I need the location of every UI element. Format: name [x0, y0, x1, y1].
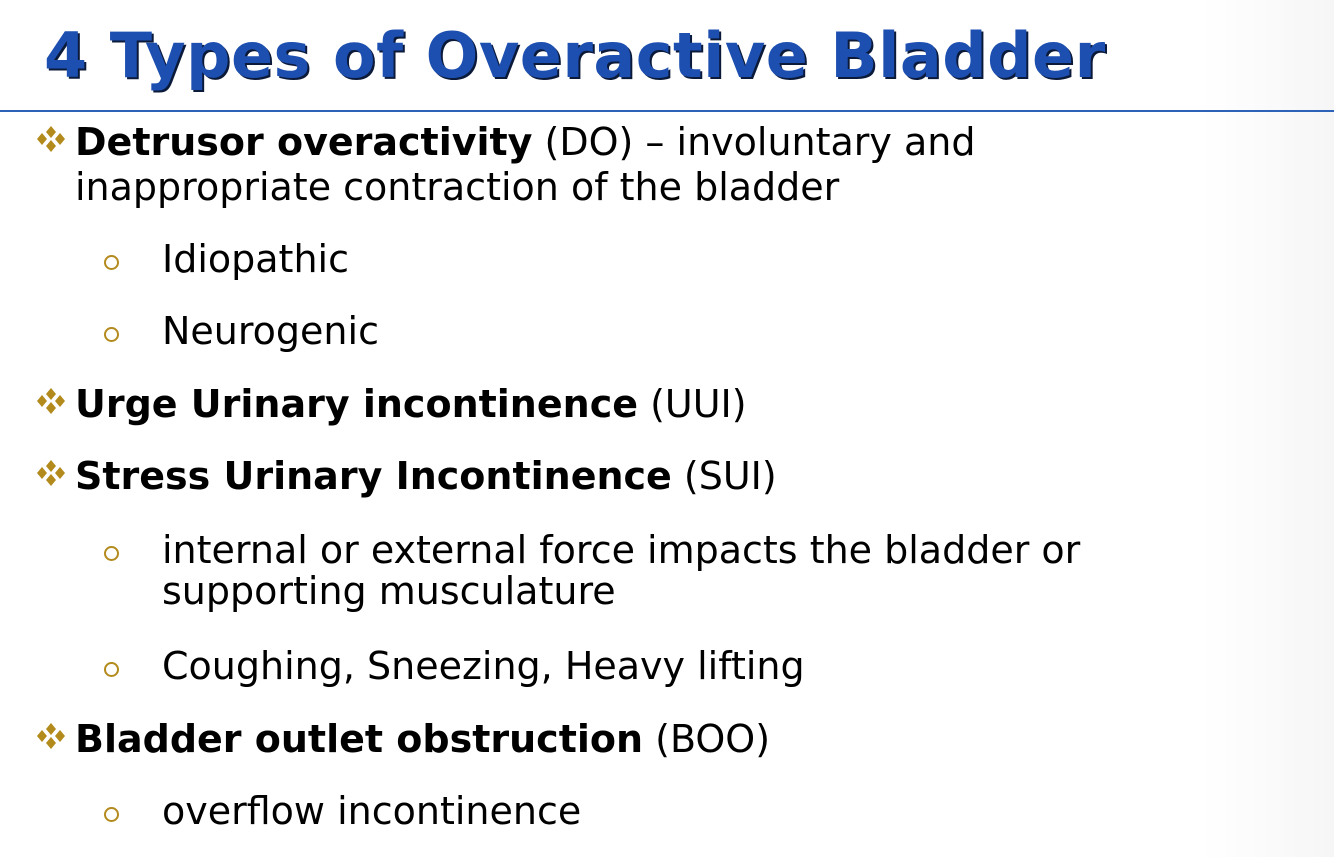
bullet-text	[75, 717, 770, 762]
bullet-text	[75, 120, 975, 210]
bullet-abbreviation: (SUI)	[671, 454, 777, 498]
hollow-circle-icon	[104, 255, 119, 270]
sub-item-text: Coughing, Sneezing, Heavy lifting	[162, 644, 805, 688]
sub-item-text	[162, 528, 1080, 614]
bullet-term: Bladder outlet obstruction	[75, 717, 644, 761]
title-divider	[0, 110, 1334, 112]
bullet-line-2: inappropriate contraction of the bladder	[75, 165, 840, 209]
bullet-text	[75, 382, 747, 427]
bullet-text	[75, 454, 777, 499]
bullet-line-1	[75, 120, 975, 165]
diamond-cluster-icon	[34, 124, 68, 154]
hollow-circle-icon	[104, 327, 119, 342]
sub-item-text: overflow incontinence	[162, 789, 582, 833]
hollow-circle-icon	[104, 662, 119, 677]
sub-item-line-2: supporting musculature	[162, 569, 616, 613]
sub-item-line-1: internal or external force impacts the bladder or	[162, 528, 1081, 572]
diamond-cluster-icon	[34, 386, 68, 416]
bullet-term: Detrusor overactivity	[75, 120, 533, 164]
sub-item-text: Idiopathic	[162, 237, 349, 281]
bullet-term: Stress Urinary Incontinence	[75, 454, 672, 498]
bullet-description: (DO) – involuntary and	[532, 120, 976, 164]
hollow-circle-icon	[104, 807, 119, 822]
bullet-abbreviation: (BOO)	[643, 717, 771, 761]
diamond-cluster-icon	[34, 721, 68, 751]
sub-item-text: Neurogenic	[162, 309, 379, 353]
slide-title: 4 Types of Overactive Bladder	[44, 19, 1106, 92]
bullet-term: Urge Urinary incontinence	[75, 382, 638, 426]
bullet-abbreviation: (UUI)	[638, 382, 747, 426]
diamond-cluster-icon	[34, 458, 68, 488]
hollow-circle-icon	[104, 546, 119, 561]
